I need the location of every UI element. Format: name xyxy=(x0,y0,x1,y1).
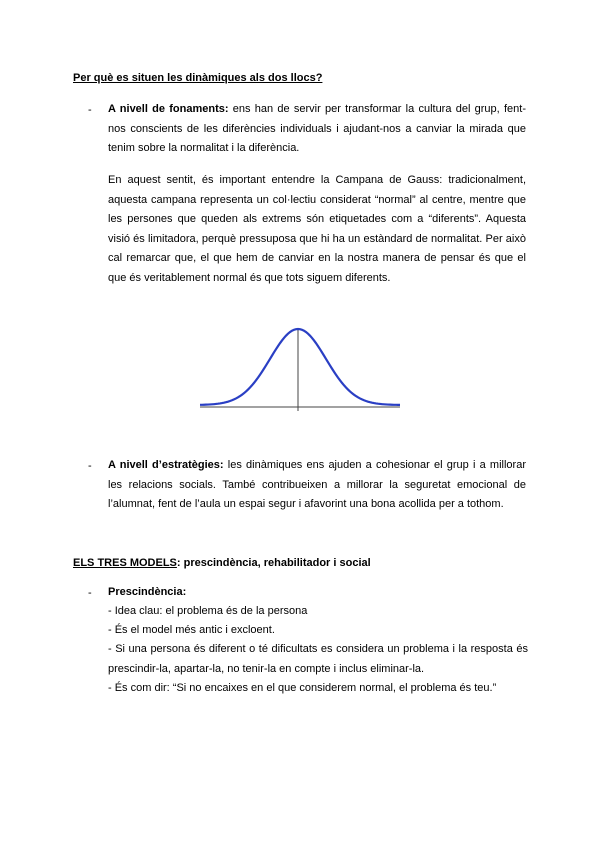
models-heading xyxy=(73,557,371,569)
section-heading: Per què es situen les dinàmiques als dos llocs? xyxy=(73,72,323,84)
list-item: - És com dir: “Si no encaixes en el que considerem normal, el problema és teu.” xyxy=(108,682,497,694)
label-fonaments: A nivell de fonaments: xyxy=(108,103,229,115)
gaussian-bell-curve xyxy=(195,315,415,415)
bell-curve xyxy=(200,329,400,405)
text-fonaments: ens han de servir per transformar la cultura del grup, fent-nos conscients de les diferències individuals i ajudant-nos a canviar la mirada que tenim sobre la normalitat i la diferència. xyxy=(108,103,526,154)
label-prescindencia: Prescindència: xyxy=(108,586,187,598)
models-heading-rest: : prescindència, rehabilitador i social xyxy=(176,557,371,569)
list-item: - Si una persona és diferent o té dificultats es considera un problema i la resposta és prescindir-la, apartar-la, no tenir-la en compte i inclus eliminar-la. xyxy=(108,643,528,675)
bullet-dash: - xyxy=(88,587,92,599)
bullet-dash: - xyxy=(88,104,92,116)
label-estrategies: A nivell d’estratègies: xyxy=(108,459,224,471)
list-item: - És el model més antic i excloent. xyxy=(108,624,275,636)
list-item: - Idea clau: el problema és de la persona xyxy=(108,605,308,617)
text-estrategies: les dinàmiques ens ajuden a cohesionar el grup i a millorar les relacions socials. També contribueixen a millorar la seguretat emocional de l’alumnat, fent de l’aula un espai segur i afavorint una bona acollida per a tothom. xyxy=(108,459,526,510)
paragraph-estrategies xyxy=(108,456,526,515)
paragraph-fonaments xyxy=(108,100,526,159)
models-heading-underlined: ELS TRES MODELS xyxy=(73,557,177,569)
paragraph-gauss: En aquest sentit, és important entendre la Campana de Gauss: tradicionalment, aquesta campana representa un col·lectiu considerat “normal” al centre, mentre que les persones que queden als extrems són etiquetades com a “diferents”. Aquesta visió és limitadora, perquè pressuposa que hi ha un estàndard de normalitat. Per això cal remarcar que, el que hem de canviar en la nostra manera de pensar és que el que és veritablement normal és que tots siguem diferents. xyxy=(108,174,526,284)
bullet-dash: - xyxy=(88,460,92,472)
